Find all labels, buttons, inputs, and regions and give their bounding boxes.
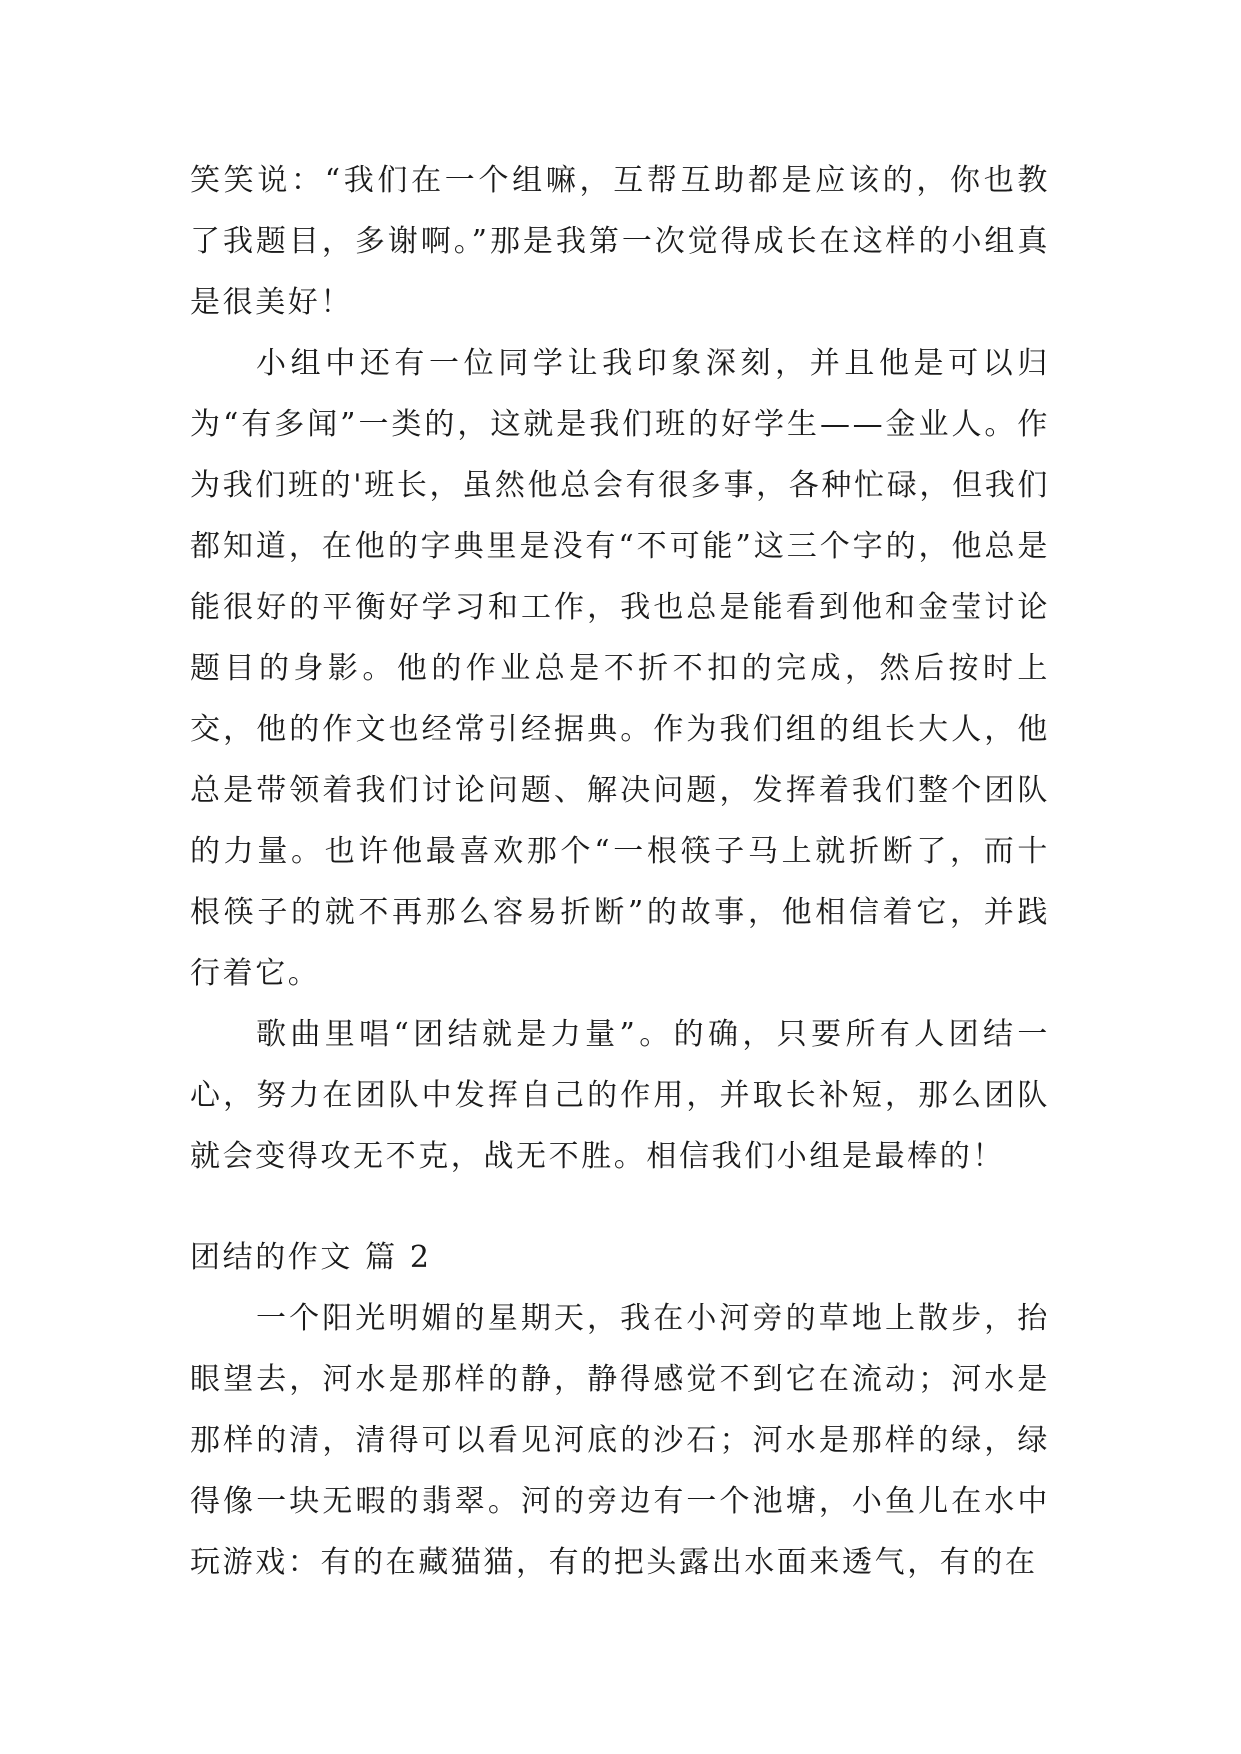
paragraph-sunny-sunday: 一个阳光明媚的星期天，我在小河旁的草地上散步，抬眼望去，河水是那样的静，静得感觉不到它在流动；河水是那样的清，清得可以看见河底的沙石；河水是那样的绿，绿得像一块无暇的翡翠。河的旁边有一个池塘，小鱼儿在水中玩游戏：有的在藏猫猫，有的把头露出水面来透气，有的在 [190,1301,1050,1580]
paragraph-conclusion: 歌曲里唱“团结就是力量”。的确，只要所有人团结一心，努力在团队中发挥自己的作用，并取长补短，那么团队就会变得攻无不克，战无不胜。相信我们小组是最棒的！ [190,1017,1050,1174]
paragraph-class-monitor: 小组中还有一位同学让我印象深刻，并且他是可以归为“有多闻”一类的，这就是我们班的好学生——金业人。作为我们班的'班长，虽然他总会有很多事，各种忙碌，但我们都知道，在他的字典里是没有“不可能”这三个字的，他总是能很好的平衡好学习和工作，我也总是能看到他和金莹讨论题目的身影。他的作业总是不折不扣的完成，然后按时上交，他的作文也经常引经据典。作为我们组的组长大人，他总是带领着我们讨论问题、解决问题，发挥着我们整个团队的力量。也许他最喜欢那个“一根筷子马上就折断了，而十根筷子的就不再那么容易折断”的故事，他相信着它，并践行着它。 [190,346,1050,991]
document-body [190,150,1050,1593]
paragraph-continuation: 笑笑说：“我们在一个组嘛，互帮互助都是应该的，你也教了我题目，多谢啊。”那是我第一次觉得成长在这样的小组真是很美好！ [190,163,1050,320]
section-title: 团结的作文 篇 2 [190,1240,432,1275]
